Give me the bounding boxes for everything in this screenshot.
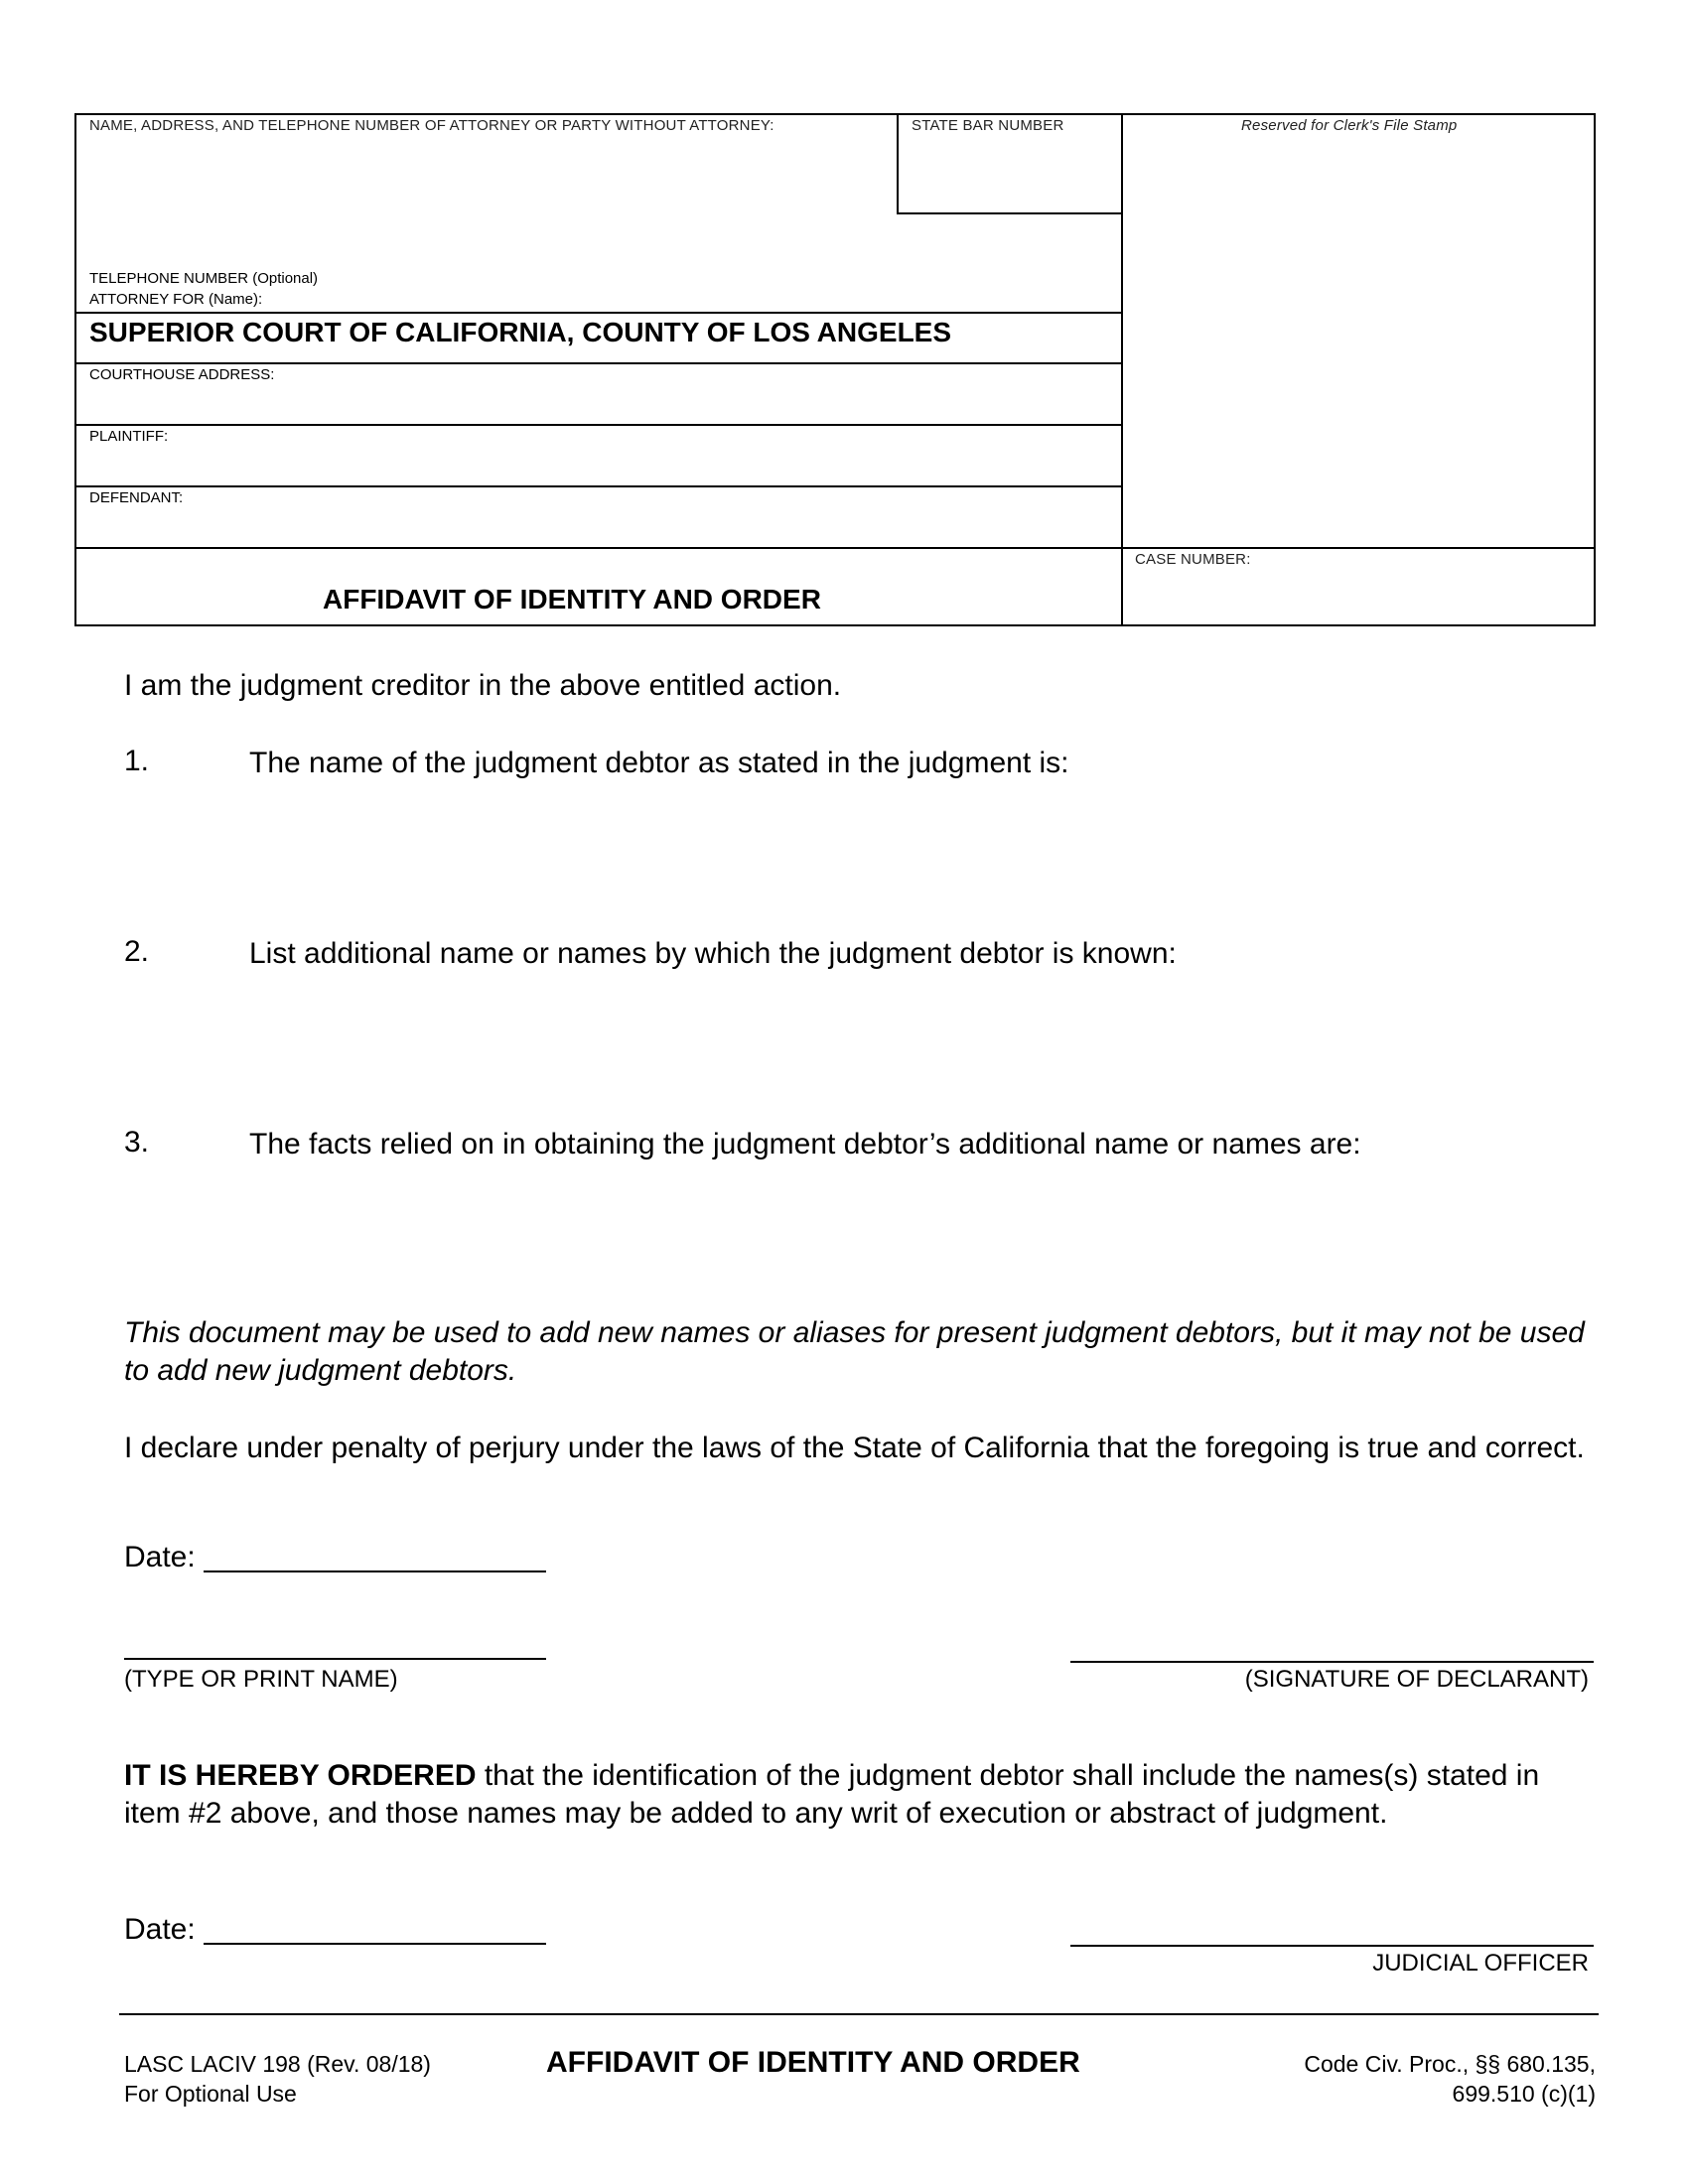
form-title: AFFIDAVIT OF IDENTITY AND ORDER bbox=[323, 584, 821, 614]
plaintiff-label: PLAINTIFF: bbox=[89, 428, 169, 445]
item-text: The name of the judgment debtor as stated in the judgment is: bbox=[249, 747, 1069, 779]
item-text: The facts relied on in obtaining the judgment debtor’s additional name or names are: bbox=[249, 1128, 1361, 1160]
optional-use: For Optional Use bbox=[124, 2081, 297, 2107]
date-line[interactable] bbox=[204, 1570, 546, 1572]
order-heading: IT IS HEREBY ORDERED bbox=[124, 1759, 477, 1792]
date-label: Date: bbox=[124, 1541, 196, 1573]
item-number: 1. bbox=[124, 745, 150, 777]
order-text bbox=[124, 1757, 1594, 1833]
state-bar-label: STATE BAR NUMBER bbox=[912, 117, 1064, 134]
clerk-stamp-label: Reserved for Clerk's File Stamp bbox=[1241, 117, 1458, 134]
attorney-for-label: ATTORNEY FOR (Name): bbox=[89, 291, 263, 308]
case-number-label: CASE NUMBER: bbox=[1135, 551, 1251, 568]
attorney-label: NAME, ADDRESS, AND TELEPHONE NUMBER OF ATTORNEY OR PARTY WITHOUT ATTORNEY: bbox=[89, 117, 774, 134]
signature-label: (SIGNATURE OF DECLARANT) bbox=[1244, 1666, 1589, 1693]
intro-text: I am the judgment creditor in the above entitled action. bbox=[124, 669, 842, 702]
judicial-officer-line[interactable] bbox=[1070, 1945, 1594, 1947]
date-label-2: Date: bbox=[124, 1913, 196, 1946]
footer-title: AFFIDAVIT OF IDENTITY AND ORDER bbox=[546, 2046, 1080, 2079]
signature-line[interactable] bbox=[1070, 1661, 1594, 1663]
telephone-label: TELEPHONE NUMBER (Optional) bbox=[89, 270, 319, 287]
judicial-officer-label: JUDICIAL OFFICER bbox=[1372, 1950, 1589, 1977]
order-body: that the identification of the judgment debtor shall include the names(s) stated in item #2 above, and those names may be added to any writ of execution or abstract of judgment. bbox=[124, 1759, 1540, 1830]
courthouse-address-label: COURTHOUSE ADDRESS: bbox=[89, 366, 275, 383]
declaration-text: I declare under penalty of perjury under the laws of the State of California that the foregoing is true and correct. bbox=[124, 1432, 1585, 1464]
print-name-line[interactable] bbox=[124, 1658, 546, 1660]
date-line-2[interactable] bbox=[204, 1943, 546, 1945]
item-number: 3. bbox=[124, 1126, 150, 1159]
footer-rule bbox=[119, 2013, 1599, 2015]
item-text: List additional name or names by which the judgment debtor is known: bbox=[249, 937, 1177, 970]
form-number: LASC LACIV 198 (Rev. 08/18) bbox=[124, 2051, 431, 2077]
code-citation-line1: Code Civ. Proc., §§ 680.135, bbox=[1304, 2051, 1596, 2077]
code-citation-line2: 699.510 (c)(1) bbox=[1452, 2081, 1596, 2107]
court-name: SUPERIOR COURT OF CALIFORNIA, COUNTY OF LOS ANGELES bbox=[89, 317, 952, 347]
defendant-label: DEFENDANT: bbox=[89, 489, 184, 506]
print-name-label: (TYPE OR PRINT NAME) bbox=[124, 1666, 398, 1693]
item-number: 2. bbox=[124, 935, 150, 968]
usage-note: This document may be used to add new names or aliases for present judgment debtors, but it may not be used to add new judgment debtors. bbox=[124, 1316, 1585, 1387]
